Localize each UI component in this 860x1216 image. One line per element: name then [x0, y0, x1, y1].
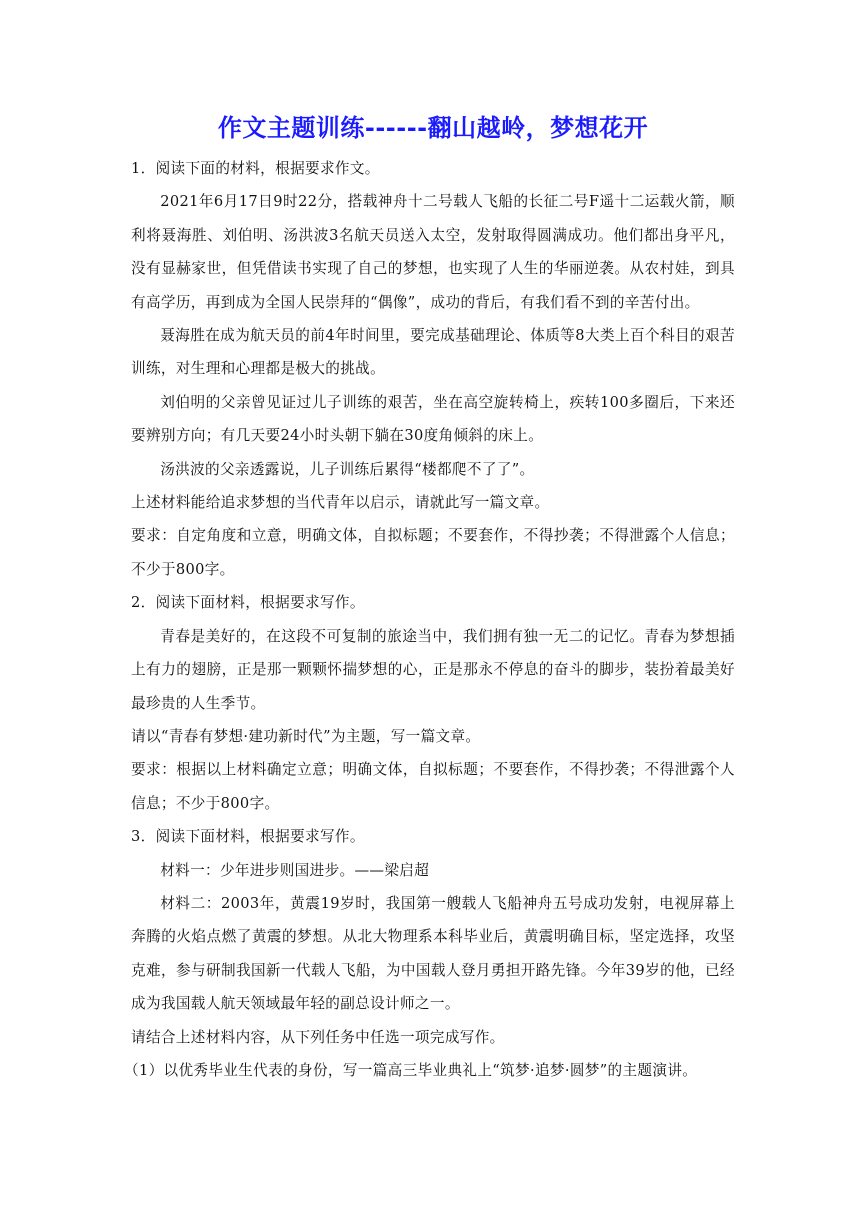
question-3-option-1: （1）以优秀毕业生代表的身份，写一篇高三毕业典礼上“筑梦·追梦·圆梦”的主题演讲。 — [124, 1061, 698, 1079]
question-1 — [131, 152, 735, 586]
question-1-prompt: 1．阅读下面的材料，根据要求作文。 — [131, 160, 380, 177]
question-2-prompt: 2．阅读下面材料，根据要求写作。 — [131, 594, 365, 612]
page-title: 作文主题训练------翻山越岭，梦想花开 — [217, 114, 649, 142]
question-1-task: 上述材料能给追求梦想的当代青年以启示，请就此写一篇文章。 — [131, 494, 550, 512]
question-3-material-1: 材料一：少年进步则国进步。——梁启超 — [160, 861, 430, 879]
question-2 — [131, 586, 735, 820]
question-3-task: 请结合上述材料内容，从下列任务中任选一项完成写作。 — [131, 1028, 505, 1046]
question-1-paragraph-4: 汤洪波的父亲透露说，儿子训练后累得“楼都爬不了了”。 — [160, 460, 535, 478]
question-1-paragraph-3: 刘伯明的父亲曾见证过儿子训练的艰苦，坐在高空旋转椅上，疾转100多圈后，下来还要辨别方向；有几天要24小时头朝下躺在30度角倾斜的床上。 — [131, 393, 735, 445]
document-body — [124, 152, 735, 1087]
question-3 — [124, 820, 735, 1087]
question-1-requirements: 要求：自定角度和立意，明确文体，自拟标题；不要套作，不得抄袭；不得泄露个人信息；不少于800字。 — [131, 527, 735, 578]
question-3-material-2: 材料二：2003年，黄震19岁时，我国第一艘载人飞船神舟五号成功发射，电视屏幕上奔腾的火焰点燃了黄震的梦想。从北大物理系本科毕业后，黄震明确目标，坚定选择，攻坚克难，参与研制我国新一代载人飞船，为中国载人登月勇担开路先锋。今年39岁的他，已经成为我国载人航天领域最年轻的副总设计师之一。 — [131, 894, 735, 1013]
question-2-requirements: 要求：根据以上材料确定立意；明确文体，自拟标题；不要套作，不得抄袭；不得泄露个人信息；不少于800字。 — [131, 761, 735, 812]
question-2-paragraph-1: 青春是美好的，在这段不可复制的旅途当中，我们拥有独一无二的记忆。青春为梦想插上有力的翅膀，正是那一颗颗怀揣梦想的心，正是那永不停息的奋斗的脚步，装扮着最美好最珍贵的人生季节。 — [131, 627, 735, 712]
question-2-task: 请以“青春有梦想·建功新时代”为主题，写一篇文章。 — [131, 727, 481, 745]
question-3-prompt: 3．阅读下面材料，根据要求写作。 — [131, 828, 365, 846]
question-1-paragraph-2: 聂海胜在成为航天员的前4年时间里，要完成基础理论、体质等8大类上百个科目的艰苦训练，对生理和心理都是极大的挑战。 — [131, 327, 735, 378]
question-1-paragraph-1: 2021年6月17日9时22分，搭载神舟十二号载人飞船的长征二号F遥十二运载火箭，顺利将聂海胜、刘伯明、汤洪波3名航天员送入太空，发射取得圆满成功。他们都出身平凡，没有显赫家世，但凭借读书实现了自己的梦想，也实现了人生的华丽逆袭。从农村娃，到具有高学历，再到成为全国人民崇拜的“偶像”，成功的背后，有我们看不到的辛苦付出。 — [131, 193, 735, 311]
